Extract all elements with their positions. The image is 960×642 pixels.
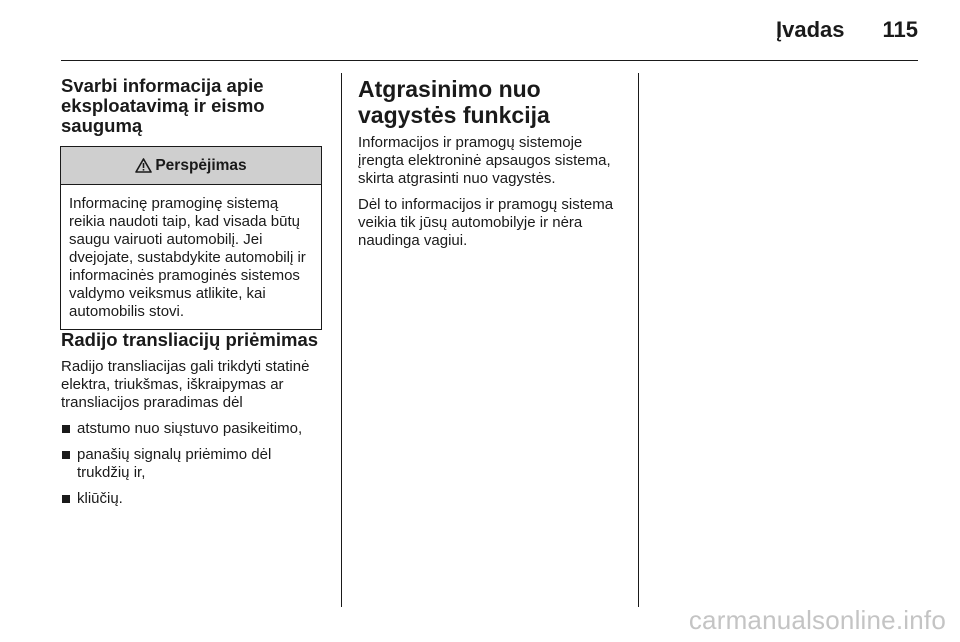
middle-column	[358, 76, 630, 258]
warning-header	[61, 147, 321, 185]
warning-text: Informacinę pramoginę sistemą reikia naudoti taip, kad visada būtų saugu vairuoti automobilį. Jei dvejojate, sustabdykite automobilį ir informacinės pramoginės sistemos valdymo veiksmus atlikite, kai automobilis stovi.	[69, 195, 306, 320]
page-number: 115	[882, 17, 918, 42]
list-item: atstumo nuo siųstuvo pasikeitimo,	[61, 420, 327, 438]
warning-triangle-icon	[135, 158, 152, 173]
column-divider-1	[341, 73, 342, 607]
radio-section-title: Radijo transliacijų priėmimas	[61, 329, 319, 350]
warning-box	[60, 146, 322, 330]
watermark-text: carmanualsonline.info	[688, 605, 946, 635]
list-item: kliūčių.	[61, 490, 327, 508]
column-divider-2	[638, 73, 639, 607]
radio-text: Radijo transliacijas gali trikdyti statinė elektra, triukšmas, iškraipymas ar transliacijos praradimas dėl	[61, 358, 310, 411]
bullet-square-icon	[62, 451, 70, 459]
antitheft-paragraph-2: Dėl to informacijos ir pramogų sistema veikia tik jūsų automobilyje ir nėra naudinga vagiui.	[358, 196, 614, 249]
left-column	[61, 76, 327, 516]
antitheft-paragraph-1: Informacijos ir pramogų sistemoje įrengta elektroninė apsaugos sistema, skirta atgrasinti nuo vagystės.	[358, 134, 611, 187]
header-section-title: Įvadas	[776, 17, 845, 42]
warning-label: Perspėjimas	[155, 156, 247, 174]
radio-bullet-list	[61, 420, 327, 508]
safety-section-title: Svarbi informacija apie eksploatavimą ir eismo saugumą	[61, 75, 265, 136]
page-header	[776, 16, 918, 44]
bullet-square-icon	[62, 425, 70, 433]
header-divider	[61, 60, 918, 61]
list-item: panašių signalų priėmimo dėl trukdžių ir,	[61, 446, 327, 482]
bullet-square-icon	[62, 495, 70, 503]
antitheft-section-title: Atgrasinimo nuo vagystės funkcija	[358, 76, 550, 128]
